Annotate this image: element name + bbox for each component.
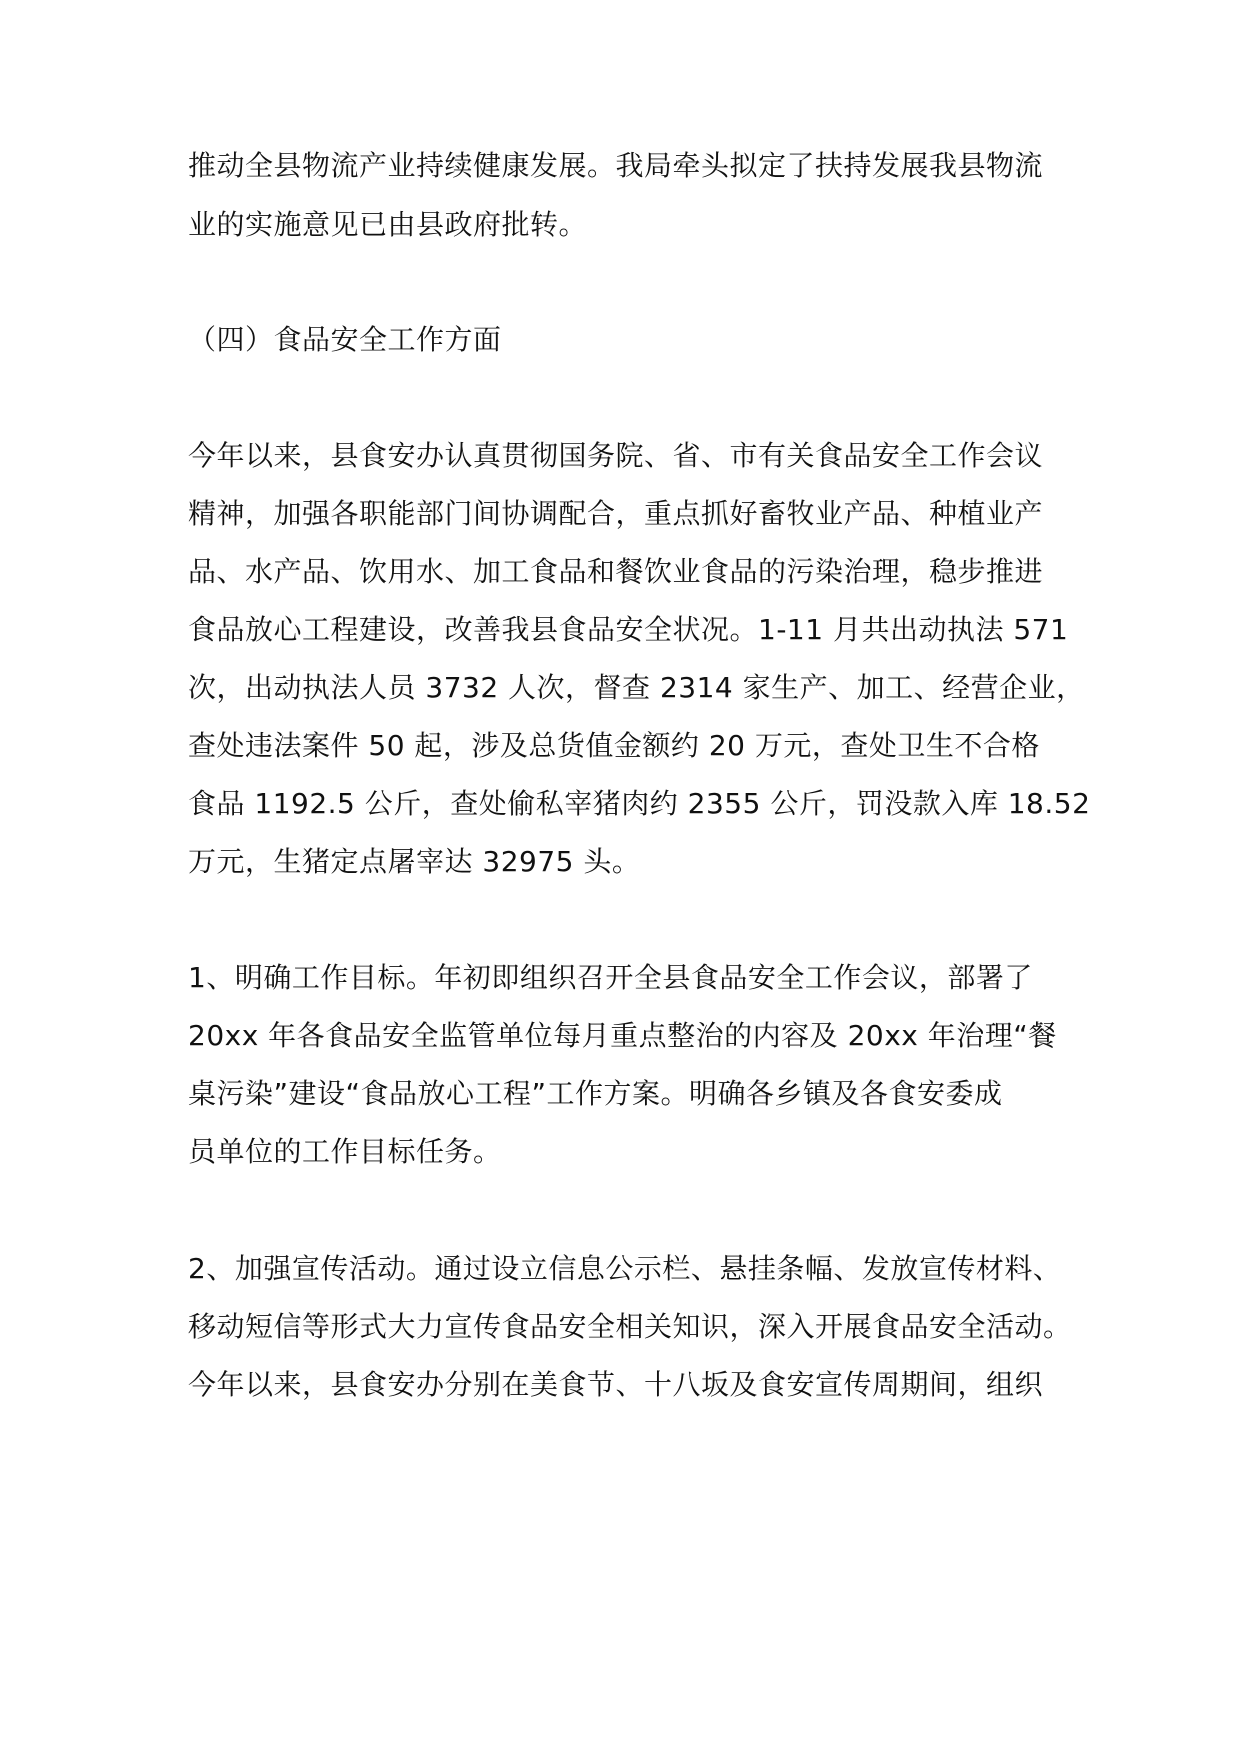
text-line: 次，出动执法人员 3732 人次，督查 2314 家生产、加工、经营企业，: [188, 671, 1085, 704]
text-line: 2、加强宣传活动。通过设立信息公示栏、悬挂条幅、发放宣传材料、: [188, 1252, 1062, 1285]
text-line: 1、明确工作目标。年初即组织召开全县食品安全工作会议，部署了: [188, 961, 1033, 994]
text-line: 推动全县物流产业持续健康发展。我局牵头拟定了扶持发展我县物流: [188, 149, 1044, 182]
section-heading: （四）食品安全工作方面: [188, 323, 502, 356]
text-line: 万元，生猪定点屠宰达 32975 头。: [188, 845, 641, 878]
text-line: 桌污染”建设“食品放心工程”工作方案。明确各乡镇及各食安委成: [188, 1077, 1003, 1110]
text-line: 食品 1192.5 公斤，查处偷私宰猪肉约 2355 公斤，罚没款入库 18.52: [188, 787, 1091, 820]
text-line: 查处违法案件 50 起，涉及总货值金额约 20 万元，查处卫生不合格: [188, 729, 1040, 762]
text-line: 今年以来，县食安办分别在美食节、十八坂及食安宣传周期间，组织: [188, 1368, 1044, 1401]
text-line: 食品放心工程建设，改善我县食品安全状况。1-11 月共出动执法 571: [188, 613, 1069, 646]
text-line: 员单位的工作目标任务。: [188, 1135, 502, 1168]
text-line: 业的实施意见已由县政府批转。: [188, 208, 588, 241]
text-line: 今年以来，县食安办认真贯彻国务院、省、市有关食品安全工作会议: [188, 439, 1044, 472]
text-line: 20xx 年各食品安全监管单位每月重点整治的内容及 20xx 年治理“餐: [188, 1019, 1057, 1052]
text-line: 移动短信等形式大力宣传食品安全相关知识，深入开展食品安全活动。: [188, 1310, 1072, 1343]
text-line: 精神，加强各职能部门间协调配合，重点抓好畜牧业产品、种植业产: [188, 497, 1044, 530]
text-line: 品、水产品、饮用水、加工食品和餐饮业食品的污染治理，稳步推进: [188, 555, 1044, 588]
